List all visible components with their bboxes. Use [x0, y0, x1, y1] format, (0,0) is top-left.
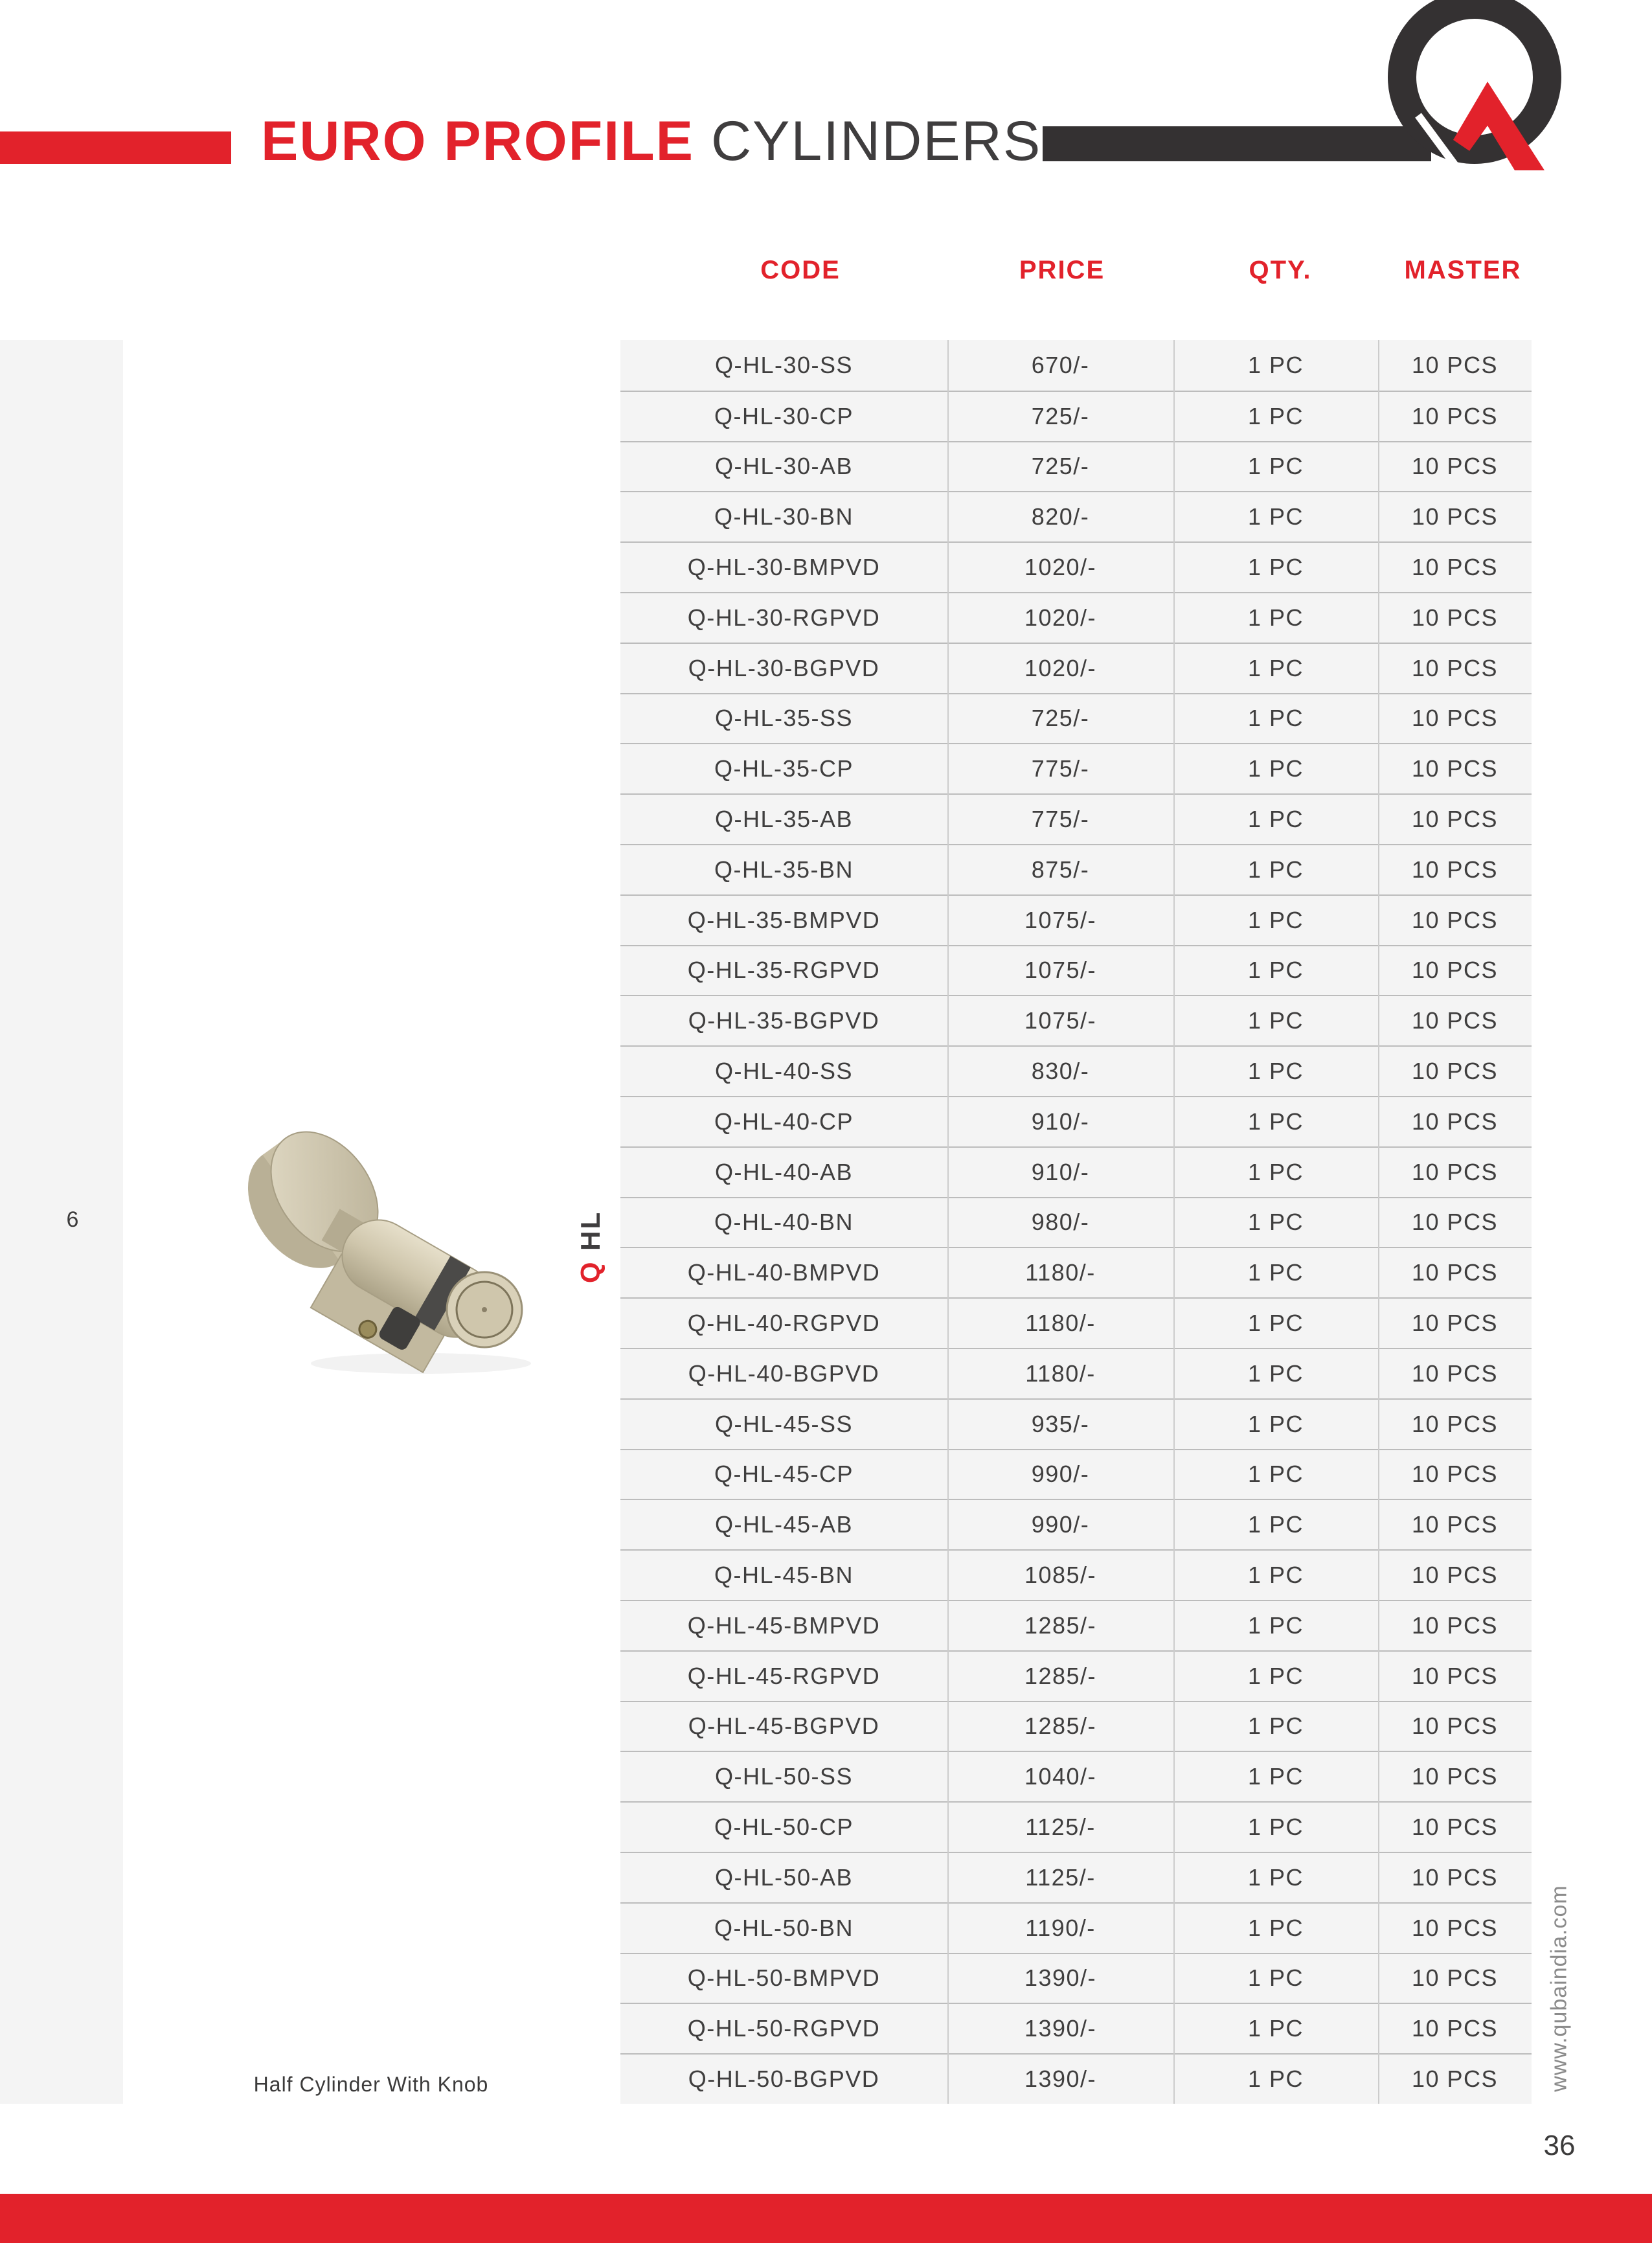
cell-price: 1020/- [1024, 554, 1097, 581]
table-row [620, 592, 1532, 643]
cell-master: 10 PCS [1411, 1310, 1499, 1337]
cell-master: 10 PCS [1411, 1007, 1499, 1034]
cell-master: 10 PCS [1411, 654, 1499, 681]
footer-red-bar [0, 2194, 1652, 2243]
table-row [620, 1398, 1532, 1449]
table-row [620, 1600, 1532, 1650]
table-row [620, 340, 1532, 391]
cell-code: Q-HL-50-CP [714, 1814, 854, 1840]
cell-master: 10 PCS [1411, 1461, 1499, 1488]
table-row [620, 995, 1532, 1045]
cell-qty: 1 PC [1247, 1058, 1304, 1085]
cell-master: 10 PCS [1411, 1863, 1499, 1891]
table-row [620, 1650, 1532, 1701]
cell-master: 10 PCS [1411, 1360, 1499, 1387]
table-row [620, 1953, 1532, 2003]
table-row [620, 945, 1532, 996]
table-row [620, 1348, 1532, 1398]
cell-price: 1085/- [1024, 1562, 1097, 1589]
product-caption: Half Cylinder With Knob [253, 2073, 489, 2096]
cell-code: Q-HL-30-BMPVD [687, 554, 881, 581]
column-header-master: MASTER [1404, 256, 1522, 284]
cell-qty: 1 PC [1247, 1662, 1304, 1689]
cell-price: 935/- [1031, 1410, 1090, 1437]
cell-qty: 1 PC [1247, 806, 1304, 833]
cell-price: 1180/- [1025, 1259, 1096, 1286]
cell-code: Q-HL-45-AB [714, 1511, 854, 1538]
cell-qty: 1 PC [1247, 1914, 1304, 1941]
cell-price: 875/- [1031, 856, 1090, 883]
cell-price: 725/- [1031, 705, 1090, 732]
cell-master: 10 PCS [1411, 1814, 1499, 1840]
cell-master: 10 PCS [1411, 957, 1499, 984]
cell-price: 1020/- [1024, 654, 1097, 681]
table-row [620, 1902, 1532, 1953]
table-row [620, 441, 1532, 492]
cell-master: 10 PCS [1411, 1964, 1499, 1992]
product-series-label [575, 1211, 606, 1283]
cell-qty: 1 PC [1247, 503, 1304, 530]
cell-master: 10 PCS [1411, 1713, 1499, 1740]
cell-master: 10 PCS [1411, 503, 1499, 530]
column-header-qty: QTY. [1249, 256, 1312, 284]
cell-master: 10 PCS [1411, 1763, 1499, 1790]
cell-master: 10 PCS [1411, 1611, 1499, 1639]
cell-code: Q-HL-35-AB [714, 806, 854, 833]
cell-master: 10 PCS [1411, 2015, 1499, 2042]
cell-qty: 1 PC [1247, 957, 1304, 984]
cell-qty: 1 PC [1247, 1562, 1304, 1589]
table-row [620, 1146, 1532, 1197]
cell-qty: 1 PC [1247, 856, 1304, 883]
page-number: 36 [1543, 2130, 1576, 2161]
cell-code: Q-HL-30-SS [714, 351, 854, 378]
table-row [620, 491, 1532, 541]
cell-code: Q-HL-30-RGPVD [687, 604, 881, 631]
cell-price: 1390/- [1024, 1964, 1097, 1992]
cell-master: 10 PCS [1411, 604, 1499, 631]
cell-price: 1285/- [1024, 1713, 1097, 1740]
cell-qty: 1 PC [1247, 351, 1304, 378]
cell-qty: 1 PC [1247, 1814, 1304, 1840]
cell-price: 820/- [1031, 503, 1090, 530]
page-title-secondary: CYLINDERS [710, 110, 1042, 172]
cell-price: 1180/- [1025, 1360, 1096, 1387]
cell-qty: 1 PC [1247, 1360, 1304, 1387]
cell-price: 1075/- [1024, 906, 1097, 933]
cell-code: Q-HL-45-CP [714, 1461, 854, 1488]
cell-qty: 1 PC [1247, 1259, 1304, 1286]
cell-qty: 1 PC [1247, 1511, 1304, 1538]
cell-qty: 1 PC [1247, 654, 1304, 681]
cell-code: Q-HL-40-CP [714, 1108, 854, 1135]
cell-price: 1075/- [1024, 1007, 1097, 1034]
page-title [261, 110, 1041, 172]
cell-price: 1180/- [1025, 1310, 1096, 1337]
cell-price: 775/- [1031, 806, 1090, 833]
cell-qty: 1 PC [1247, 1863, 1304, 1891]
cell-qty: 1 PC [1247, 705, 1304, 732]
cell-code: Q-HL-45-SS [714, 1410, 854, 1437]
cell-qty: 1 PC [1247, 1410, 1304, 1437]
cell-code: Q-HL-45-BGPVD [688, 1713, 880, 1740]
cell-price: 1390/- [1024, 2065, 1097, 2092]
cell-qty: 1 PC [1247, 1310, 1304, 1337]
column-header-price: PRICE [1019, 256, 1105, 284]
column-header-code: CODE [760, 256, 841, 284]
cell-code: Q-HL-45-RGPVD [687, 1662, 881, 1689]
table-row [620, 1449, 1532, 1499]
cell-master: 10 PCS [1411, 1158, 1499, 1185]
cell-qty: 1 PC [1247, 1611, 1304, 1639]
cell-qty: 1 PC [1247, 1964, 1304, 1992]
logo-bar [1043, 126, 1431, 161]
cell-price: 1125/- [1025, 1863, 1096, 1891]
cell-qty: 1 PC [1247, 604, 1304, 631]
cell-master: 10 PCS [1411, 453, 1499, 480]
table-row [620, 2053, 1532, 2104]
cell-price: 725/- [1031, 453, 1090, 480]
table-row [620, 541, 1532, 592]
cell-master: 10 PCS [1411, 806, 1499, 833]
cell-master: 10 PCS [1411, 1209, 1499, 1236]
cell-qty: 1 PC [1247, 2065, 1304, 2092]
cell-code: Q-HL-30-BGPVD [688, 654, 880, 681]
cell-qty: 1 PC [1247, 1461, 1304, 1488]
cell-qty: 1 PC [1247, 1007, 1304, 1034]
cell-code: Q-HL-40-RGPVD [687, 1310, 881, 1337]
cell-qty: 1 PC [1247, 453, 1304, 480]
cell-master: 10 PCS [1411, 705, 1499, 732]
cell-master: 10 PCS [1411, 1562, 1499, 1589]
website-url: www.qubaindia.com [1546, 1885, 1572, 2092]
cell-price: 775/- [1031, 755, 1090, 782]
cell-price: 1390/- [1024, 2015, 1097, 2042]
cell-qty: 1 PC [1247, 1108, 1304, 1135]
cell-master: 10 PCS [1411, 1410, 1499, 1437]
cell-master: 10 PCS [1411, 1108, 1499, 1135]
table-row [620, 1297, 1532, 1348]
cell-master: 10 PCS [1411, 402, 1499, 429]
cell-code: Q-HL-35-CP [714, 755, 854, 782]
cell-code: Q-HL-40-BGPVD [688, 1360, 880, 1387]
cell-code: Q-HL-40-AB [714, 1158, 854, 1185]
cell-code: Q-HL-30-CP [714, 402, 854, 429]
table-row [620, 643, 1532, 693]
cell-price: 990/- [1031, 1461, 1090, 1488]
cell-code: Q-HL-35-BN [714, 856, 854, 883]
cell-code: Q-HL-45-BMPVD [687, 1611, 881, 1639]
table-row [620, 2003, 1532, 2053]
column-divider [1378, 340, 1379, 2104]
table-row [620, 1701, 1532, 1751]
table-row [620, 743, 1532, 793]
cell-qty: 1 PC [1247, 906, 1304, 933]
cell-code: Q-HL-50-SS [714, 1763, 854, 1790]
table-row [620, 1045, 1532, 1096]
table-row [620, 894, 1532, 945]
cell-price: 1285/- [1024, 1662, 1097, 1689]
cell-master: 10 PCS [1411, 1662, 1499, 1689]
product-series-label-q: Q [575, 1260, 605, 1284]
cell-code: Q-HL-35-BMPVD [687, 906, 881, 933]
cell-code: Q-HL-40-SS [714, 1058, 854, 1085]
cell-master: 10 PCS [1411, 351, 1499, 378]
table-row [620, 391, 1532, 441]
cylinder-face [447, 1272, 522, 1347]
cell-master: 10 PCS [1411, 856, 1499, 883]
table-row [620, 693, 1532, 744]
cell-master: 10 PCS [1411, 2065, 1499, 2092]
column-divider [947, 340, 949, 2104]
left-gray-strip [0, 340, 123, 2104]
cell-code: Q-HL-50-AB [714, 1863, 854, 1891]
cell-code: Q-HL-50-BN [714, 1914, 854, 1941]
table-row [620, 1247, 1532, 1297]
cell-qty: 1 PC [1247, 1763, 1304, 1790]
cell-code: Q-HL-40-BMPVD [687, 1259, 881, 1286]
cell-master: 10 PCS [1411, 1511, 1499, 1538]
quba-logo-icon [1010, 0, 1593, 194]
cell-price: 670/- [1031, 351, 1090, 378]
table-row [620, 844, 1532, 894]
cell-master: 10 PCS [1411, 1914, 1499, 1941]
cell-price: 1040/- [1024, 1763, 1097, 1790]
cell-price: 1190/- [1025, 1914, 1096, 1941]
cell-master: 10 PCS [1411, 554, 1499, 581]
cell-price: 910/- [1031, 1108, 1090, 1135]
cell-master: 10 PCS [1411, 755, 1499, 782]
cell-qty: 1 PC [1247, 554, 1304, 581]
cell-qty: 1 PC [1247, 1158, 1304, 1185]
cell-master: 10 PCS [1411, 1259, 1499, 1286]
table-row [620, 1801, 1532, 1852]
cell-price: 990/- [1031, 1511, 1090, 1538]
product-photo-half-cylinder-with-knob [227, 1082, 563, 1386]
cell-price: 725/- [1031, 402, 1090, 429]
cell-code: Q-HL-45-BN [714, 1562, 854, 1589]
cell-price: 980/- [1031, 1209, 1090, 1236]
table-row [620, 1197, 1532, 1247]
cell-price: 1125/- [1025, 1814, 1096, 1840]
cell-qty: 1 PC [1247, 2015, 1304, 2042]
table-row [620, 793, 1532, 844]
price-table [620, 340, 1532, 2104]
table-row [620, 1096, 1532, 1146]
cell-price: 1075/- [1024, 957, 1097, 984]
cell-code: Q-HL-30-BN [714, 503, 854, 530]
table-row [620, 1852, 1532, 1902]
cell-qty: 1 PC [1247, 402, 1304, 429]
cell-code: Q-HL-50-RGPVD [687, 2015, 881, 2042]
table-row [620, 1499, 1532, 1549]
cell-master: 10 PCS [1411, 906, 1499, 933]
page-title-primary: EURO PROFILE [261, 110, 695, 172]
cell-price: 1285/- [1024, 1611, 1097, 1639]
cell-price: 1020/- [1024, 604, 1097, 631]
product-series-label-hl: HL [575, 1210, 605, 1260]
cell-code: Q-HL-50-BGPVD [688, 2065, 880, 2092]
cell-master: 10 PCS [1411, 1058, 1499, 1085]
table-row [620, 1549, 1532, 1600]
cell-code: Q-HL-30-AB [714, 453, 854, 480]
cell-code: Q-HL-35-SS [714, 705, 854, 732]
cell-code: Q-HL-50-BMPVD [687, 1964, 881, 1992]
cell-qty: 1 PC [1247, 1209, 1304, 1236]
cell-qty: 1 PC [1247, 755, 1304, 782]
cell-code: Q-HL-35-RGPVD [687, 957, 881, 984]
cell-code: Q-HL-35-BGPVD [688, 1007, 880, 1034]
cell-price: 830/- [1031, 1058, 1090, 1085]
header-red-bar [0, 131, 231, 164]
cell-price: 910/- [1031, 1158, 1090, 1185]
cell-qty: 1 PC [1247, 1713, 1304, 1740]
column-divider [1173, 340, 1175, 2104]
cell-code: Q-HL-40-BN [714, 1209, 854, 1236]
price-table-rows [620, 340, 1532, 2104]
table-row [620, 1751, 1532, 1801]
section-index: 6 [66, 1207, 79, 1232]
